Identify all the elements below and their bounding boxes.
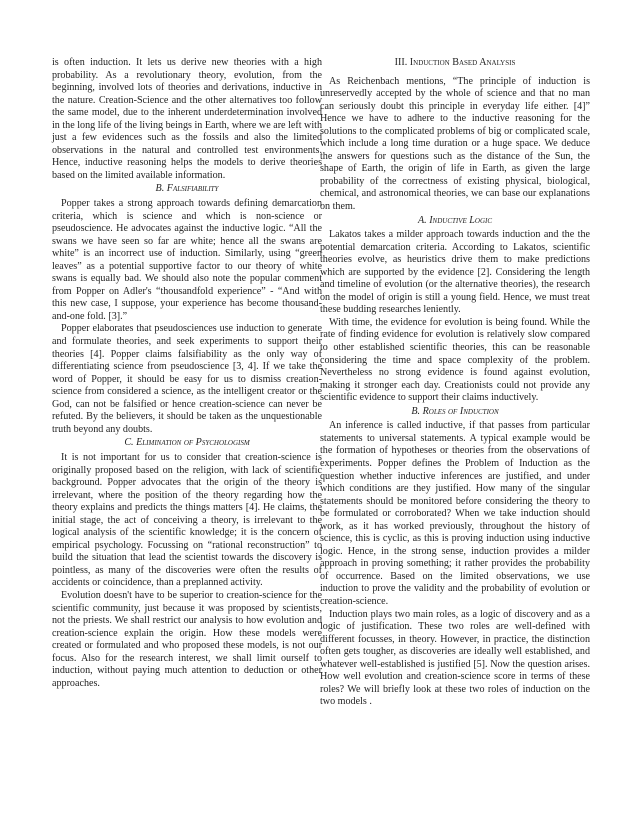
section-heading-title: Inductive Logic (429, 214, 493, 226)
left-column (52, 57, 322, 690)
section-heading-label: C. (124, 437, 134, 449)
paragraph-roles-of-induction-1: An inference is called inductive, if that passes from particular statements to universal statements. A typical example would be the formation of hypotheses or theories from the observations of experiments. Popper defines the Problem of Induction as the question whether inductive inferences are justified, and under which conditions are they justified. How many of the singular statements should be monitored before considering the theory to be formulated or corroborated? When we take induction should work, as it has worked previously, throughout the history of science, this is cyclic, as this is proving induction using inductive logic. Hence, in the strong sense, induction provides a milder approach in proving something; it rather provides the probability of occurrence. Based on the limited observations, we use induction to prove the validity and the probability of evolution or creation-science. (320, 420, 590, 607)
section-heading-title: Induction Based Analysis (409, 57, 516, 68)
right-column (320, 57, 590, 709)
section-heading-title: Roles of Induction (422, 405, 499, 417)
paragraph-roles-of-induction-2: Induction plays two main roles, as a logic of discovery and as a logic of justification. These two roles are well-defined with different focusses, in theory. However, in practice, the distinction often gets tougher, as discoveries are ideally well established, and whatever well-established is justified [5]. Now the question arises. How well evolution and creation-science score in terms of these roles? We will briefly look at these two roles of induction on the two models . (320, 608, 590, 708)
paragraph-inductive-logic-2: With time, the evidence for evolution is being found. While the rate of finding evidence for evolution is relatively slow compared to other established scientific theories, this can be reasonable considering the time and space complexity of the problem. Nevertheless no strong evidence is found against evolution, making it stronger each day. Creationists could not provide any scientific evidence to support their claims inductively. (320, 316, 590, 404)
section-heading-induction-analysis (320, 57, 590, 76)
section-heading-label: B. (155, 183, 165, 195)
section-heading-title: Falsifiability (166, 183, 219, 195)
paragraph-induction-analysis: As Reichenbach mentions, “The principle of induction is unreservedly accepted by the whole of science and that no man can seriously doubt this principle in everyday life either. [4]” Hence we have to adhere to the inductive reasoning for the solutions to the complicated problems of big or complicated scale, which include a long time duration or a huge space. We deduce the answers for questions such as the distance of the Sun, the shape of Earth, the origin of life in Earth, as given the large probability of the correctness of existing physical, biological, chemical, and astronomical theories, we can base our explanations on them. (320, 75, 590, 213)
section-heading-inductive-logic (320, 214, 590, 230)
paragraph-inductive-logic-1: Lakatos takes a milder approach towards induction and the the potential demarcation criteria. According to Lakatos, scientific theories evolve, as heuristics drive them to make predictions which are supported by the evidence [2]. Considering the length and timeline of evolution (or the alternative theories), the research on the model of origin is still a young field. Hence, we must treat these budding researches leniently. (320, 229, 590, 316)
paragraph-falsifiability-1: Popper takes a strong approach towards defining demarcation criteria, which is science and which is non-science or pseudoscience. He advocates against the inductive logic. “All the swans we have seen so far are white; hence all the swans are white” is an incorrect use of induction. Similarly, using “green leaves” as a potential supportive factor to our theory of white swans is equally bad. We should also note the popular comment from Popper on Adler's “thousandfold experience” - “And with this new case, I suppose, your experience has become thousand-and-one fold. [3].” (52, 198, 322, 322)
section-heading-label: III. (394, 57, 408, 68)
paragraph-psychologism-2: Evolution doesn't have to be superior to creation-science for the scientific community, just because it was proposed by scientists, not the priests. We shall restrict our analysis to how evolution and creation-science explain the origin. How these models were created or formulated and who proposed these models, is not our focus. Also for the research interest, we shall limit ourself to induction, without paying much attention to deduction or other approaches. (52, 589, 322, 689)
section-heading-roles-of-induction (320, 405, 590, 421)
paragraph-intro: is often induction. It lets us derive new theories with a high probability. As a revolutionary theory, evolution, from the beginning, involved lots of theories and derivations, inductive in the nature. Creation-Science and the other alternatives too follow the same model, due to the inherent underdetermination involved in the long life of the living beings in Earth, where we are left with just a few evidences such as the fossils and also the limited observations in the natural and controlled test environments. Hence, inductive reasoning helps the models to derive theories based on the limited available information. (52, 57, 322, 181)
paragraph-falsifiability-2: Popper elaborates that pseudosciences use induction to generate and formulate theories, and seek experiments to support their theories [4]. Popper claims falsifiability as the only way of differentiating science from pseudoscience [3, 4]. If we take the word of Popper, it should be easy for us to dismiss creation-science from considered a science, as the intelligent creator or the God, can not be falsified or hence creation-science can never be refuted. By the believers, it should be taken as the unquestionable truth beyond any doubts. (52, 323, 322, 435)
section-heading-falsifiability (52, 182, 322, 198)
section-heading-psychologism (52, 436, 322, 452)
section-heading-label: A. (417, 214, 427, 226)
section-heading-title: Elimination of Psychologism (136, 437, 250, 449)
section-heading-label: B. (411, 405, 421, 417)
paragraph-psychologism-1: It is not important for us to consider that creation-science is originally proposed based on the religion, with lack of scientific background. Popper advocates that the origin of the theory is irrelevant, where the position of the theory regarding how the theory explains and predicts the things matters [4]. He claims, the initial stage, the act of conceiving a theory, is irrelevant to the logical analysis of the scientific knowledge; it is the concern of empirical psychology. Focussing on “rational reconstruction” to build the situation that lead the scientist towards the discovery is pointless, as many of the discoveries were often the results of accidents or coincidence, than a preplanned activity. (52, 451, 322, 589)
